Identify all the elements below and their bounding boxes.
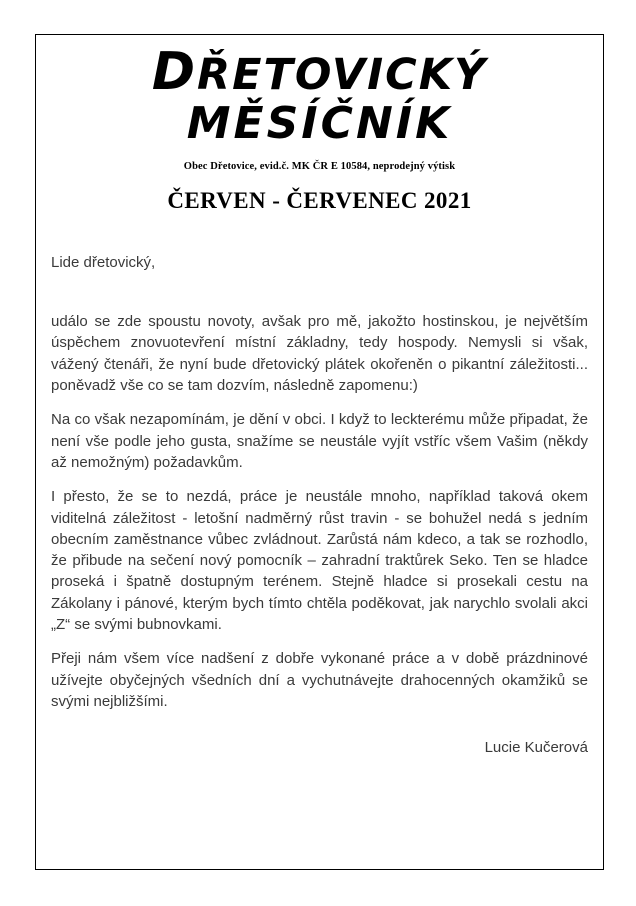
author-signature: Lucie Kučerová xyxy=(484,739,588,757)
publication-title xyxy=(51,42,588,150)
paragraph-3: I přesto, že se to nezdá, práce je neustále mnoho, například taková okem viditelná záležitost - letošní nadměrný růst travin - se bohužel nedá s jedním obecním zaměstnance vůbec zvládnout. Zarůstá nám kdeco, a tak se rozhodlo, že přibude na sečení nový pomocník – zahradní traktůrek Seko. Ten se hladce proseká i špatně dostupným terénem. Stejně hladce si prosekali cestu na Zákolany i pánové, kterým bych tímto chtěla poděkovat, jak narychlo svolali akci „Z“ se svými bubnovkami. xyxy=(51,488,588,633)
title-line-1-rest: ŘETOVICKÝ xyxy=(197,50,488,100)
issue-date: ČERVEN - ČERVENEC 2021 xyxy=(167,187,472,213)
title-dropcap: D xyxy=(151,42,198,102)
paragraph-1: událo se zde spoustu novoty, avšak pro mě, jakožto hostinskou, je největším úspěchem znovuotevření místní základny, tedy hospody. Nemysli si však, vážený čtenáři, že nyní bude dřetovický plátek okořeněn o pikantní záležitosti... poněvadž vše co se tam dozvím, následně zapomenu:) xyxy=(51,313,588,395)
publication-title-line-2: MĚSÍČNÍK xyxy=(186,98,453,150)
publication-title-line-1 xyxy=(51,42,588,102)
salutation: Lide dřetovický, xyxy=(51,253,156,271)
publication-imprint: Obec Dřetovice, evid.č. MK ČR E 10584, neprodejný výtisk xyxy=(183,160,456,172)
editorial-letter xyxy=(51,252,588,759)
newsletter-page xyxy=(35,34,604,870)
paragraph-4: Přeji nám všem více nadšení z dobře vykonané práce a v době prázdninové užívejte obyčejných všedních dní a vychutnávejte drahocenných okamžiků se svými nejbližšími. xyxy=(51,650,588,710)
masthead xyxy=(51,35,588,214)
page-content xyxy=(36,35,603,869)
paragraph-2: Na co však nezapomínám, je dění v obci. I když to leckterému může připadat, že není vše podle jeho gusta, snažíme se neustále vyjít vstříc všem Vašim (někdy až nemožným) požadavkům. xyxy=(51,411,588,471)
